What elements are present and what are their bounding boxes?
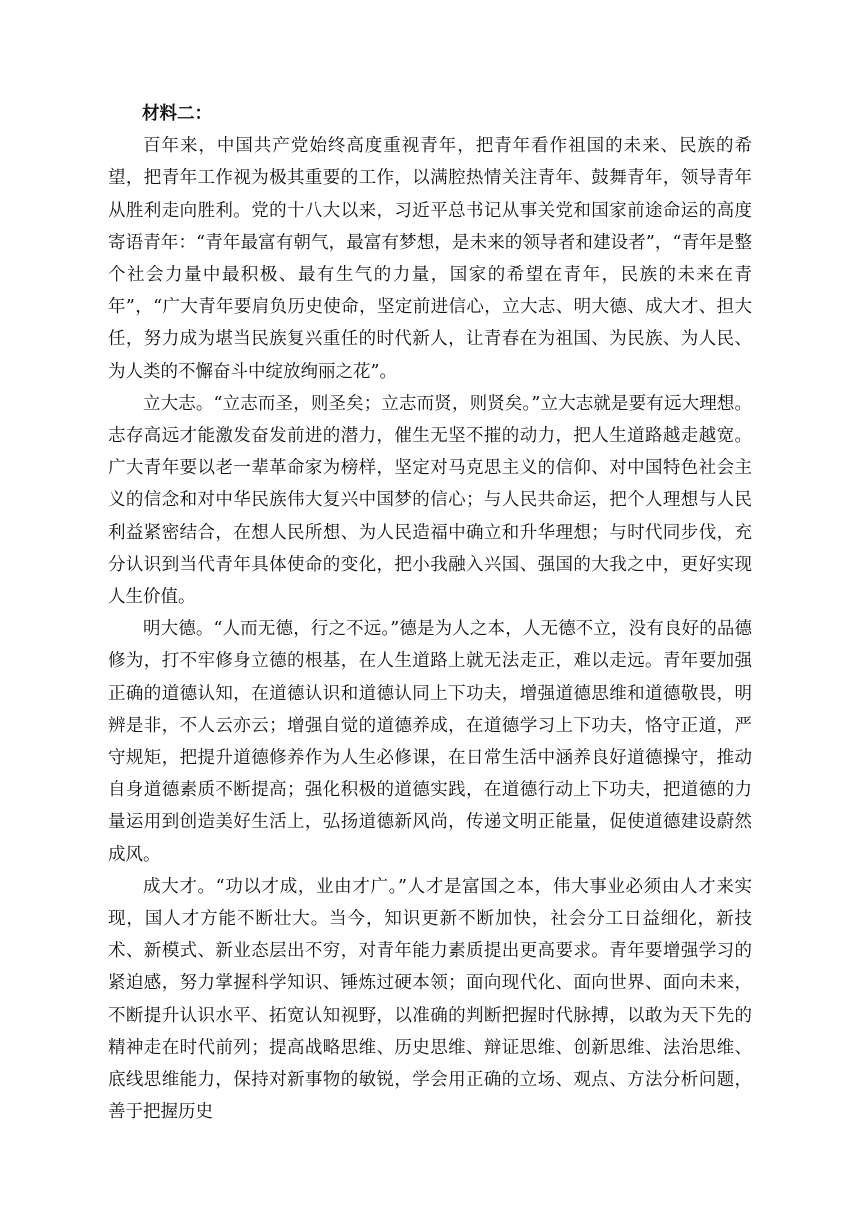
material-heading: 材料二： bbox=[142, 104, 212, 124]
paragraph-great-virtue: 明大德。“人而无德，行之不远。”德是为人之本，人无德不立，没有良好的品德修为，打不牢修身立德的根基，在人生道路上就无法走正，难以走远。青年要加强正确的道德认知，在道德认识和道德认同上下功夫，增强道德思维和道德敬畏，明辨是非，不人云亦云；增强自觉的道德养成，在道德学习上下功夫，恪守正道，严守规矩，把提升道德修养作为人生必修课，在日常生活中涵养良好道德操守，推动自身道德素质不断提高；强化积极的道德实践，在道德行动上下功夫，把道德的力量运用到创造美好生活上，弘扬道德新风尚，传递文明正能量，促使道德建设蔚然成风。 bbox=[108, 619, 752, 865]
document-body bbox=[108, 98, 752, 1129]
paragraph-great-talent: 成大才。“功以才成，业由才广。”人才是富国之本，伟大事业必须由人才来实现，国人才方能不断壮大。当今，知识更新不断加快，社会分工日益细化，新技术、新模式、新业态层出不穷，对青年能力素质提出更高要求。青年要增强学习的紧迫感，努力掌握科学知识、锤炼过硬本领；面向现代化、面向世界、面向未来，不断提升认识水平、拓宽认知视野，以准确的判断把握时代脉搏，以敢为天下先的精神走在时代前列；提高战略思维、历史思维、辩证思维、创新思维、法治思维、底线思维能力，保持对新事物的敏锐，学会用正确的立场、观点、方法分析问题，善于把握历史 bbox=[108, 876, 752, 1123]
paragraph-intro: 百年来，中国共产党始终高度重视青年，把青年看作祖国的未来、民族的希望，把青年工作视为极其重要的工作，以满腔热情关注青年、鼓舞青年，领导青年从胜利走向胜利。党的十八大以来，习近平总书记从事关党和国家前途命运的高度寄语青年：“青年最富有朝气，最富有梦想，是未来的领导者和建设者”，“青年是整个社会力量中最积极、最有生气的力量，国家的希望在青年，民族的未来在青年”，“广大青年要肩负历史使命，坚定前进信心，立大志、明大德、成大才、担大任，努力成为堪当民族复兴重任的时代新人，让青春在为祖国、为民族、为人民、为人类的不懈奋斗中绽放绚丽之花”。 bbox=[108, 136, 752, 382]
paragraph-great-ambition: 立大志。“立志而圣，则圣矣；立志而贤，则贤矣。”立大志就是要有远大理想。志存高远才能激发奋发前进的潜力，催生无坚不摧的动力，把人生道路越走越宽。广大青年要以老一辈革命家为榜样，坚定对马克思主义的信仰、对中国特色社会主义的信念和对中华民族伟大复兴中国梦的信心；与人民共命运，把个人理想与人民利益紧密结合，在想人民所想、为人民造福中确立和升华理想；与时代同步伐，充分认识到当代青年具体使命的变化，把小我融入兴国、强国的大我之中，更好实现人生价值。 bbox=[108, 393, 752, 608]
